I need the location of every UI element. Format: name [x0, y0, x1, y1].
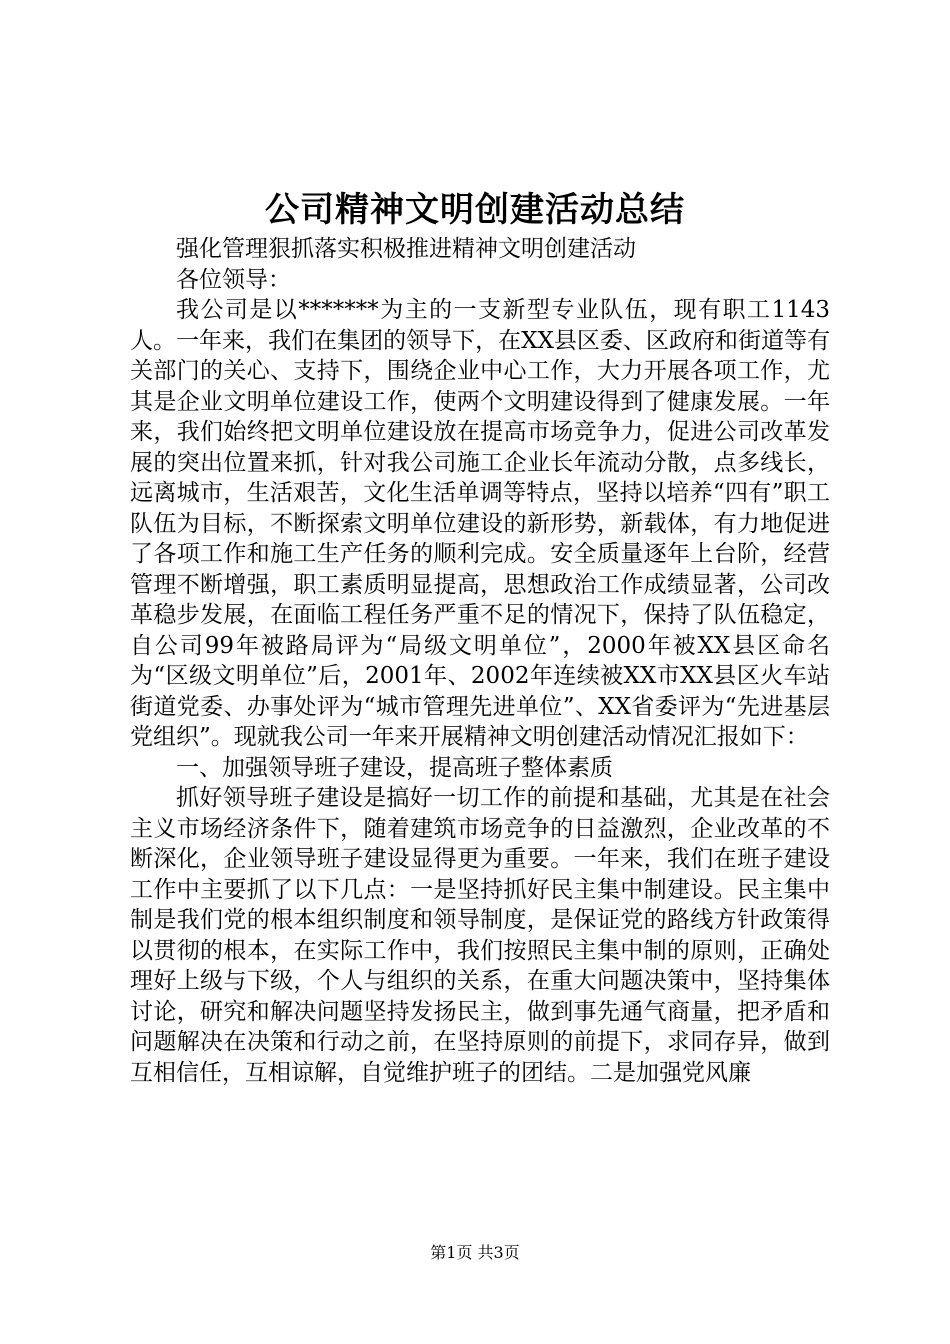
section-heading: 一、加强领导班子建设，提高班子整体素质 [176, 754, 613, 781]
section-paragraph: 抓好领导班子建设是搞好一切工作的前提和基础，尤其是在社会主义市场经济条件下，随着建筑市场竞争的日益激烈，企业改革的不断深化，企业领导班子建设显得更为重要。一年来，我们在班子建设工作中主要抓了以下几点：一是坚持抓好民主集中制建设。民主集中制是我们党的根本组织制度和领导制度，是保证党的路线方针政策得以贯彻的根本，在实际工作中，我们按照民主集中制的原则，正确处理好上级与下级，个人与组织的关系，在重大问题决策中，坚持集体讨论，研究和解决问题坚持发扬民主，做到事先通气商量，把矛盾和问题解决在决策和行动之前，在坚持原则的前提下，求同存异，做到互相信任，互相谅解，自觉维护班子的团结。二是加强党风廉 [130, 785, 830, 1086]
page-number-footer: 第1页 共3页 [430, 1243, 520, 1262]
document-body [130, 234, 830, 1088]
salutation-paragraph: 各位领导： [176, 266, 291, 293]
subtitle-paragraph: 强化管理狠抓落实积极推进精神文明创建活动 [176, 236, 636, 262]
intro-paragraph: 我公司是以*******为主的一支新型专业队伍，现有职工1143人。一年来，我们在集团的领导下，在XX县区委、区政府和街道等有关部门的关心、支持下，围绕企业中心工作，大力开展各项工作，尤其是企业文明单位建设工作，使两个文明建设得到了健康发展。一年来，我们始终把文明单位建设放在提高市场竞争力，促进公司改革发展的突出位置来抓，针对我公司施工企业长年流动分散，点多线长，远离城市，生活艰苦，文化生活单调等特点，坚持以培养“四有”职工队伍为目标，不断探索文明单位建设的新形势，新载体，有力地促进了各项工作和施工生产任务的顺利完成。安全质量逐年上台阶，经营管理不断增强，职工素质明显提高，思想政治工作成绩显著，公司改革稳步发展，在面临工程任务严重不足的情况下，保持了队伍稳定，自公司99年被路局评为“局级文明单位”，2000年被XX县区命名为“区级文明单位”后，2001年、2002年连续被XX市XX县区火车站街道党委、办事处评为“城市管理先进单位”、XX省委评为“先进基层党组织”。现就我公司一年来开展精神文明创建活动情况汇报如下： [130, 297, 830, 750]
document-title: 公司精神文明创建活动总结 [265, 190, 685, 230]
